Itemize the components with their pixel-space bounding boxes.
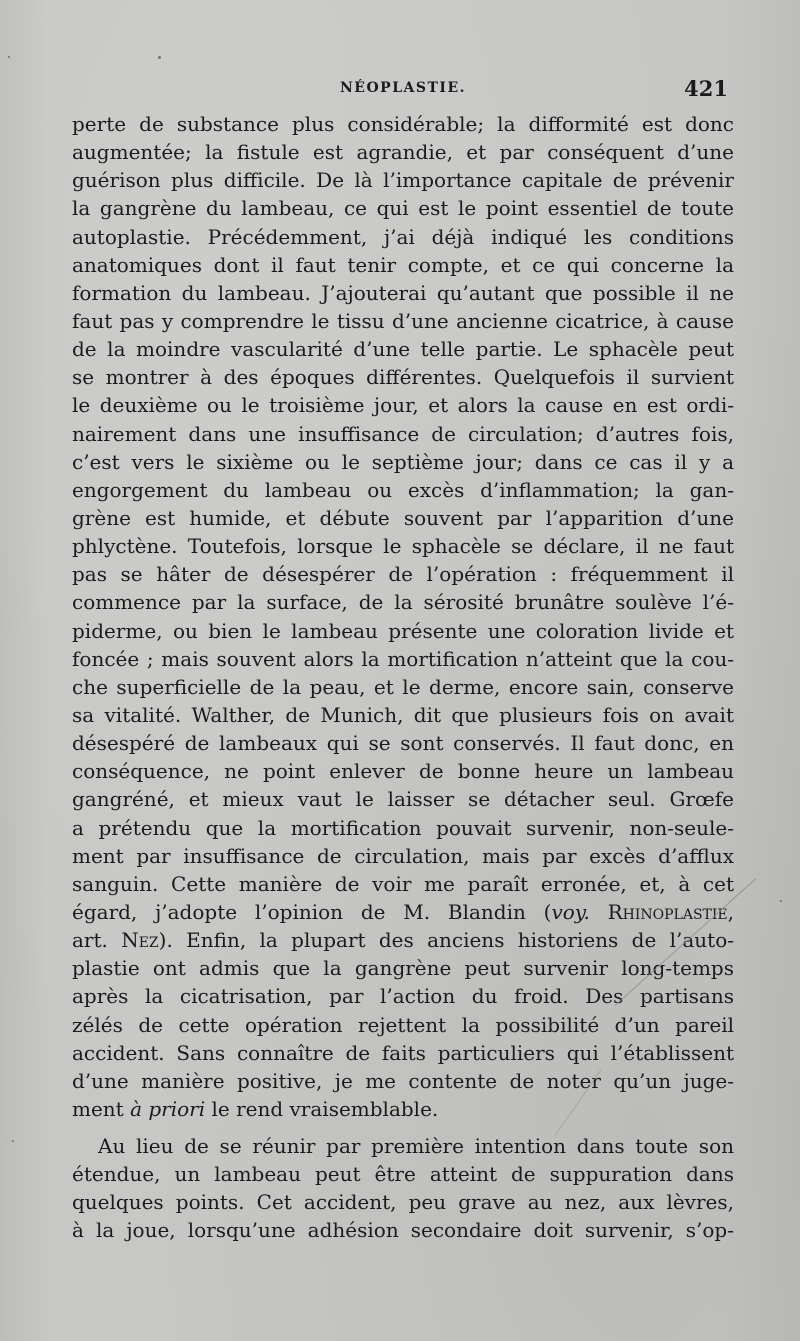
text-line: anatomiques dont il faut tenir compte, et ce qui concerne la <box>72 252 734 277</box>
text-line: sa vitalité. Walther, de Munich, dit que plusieurs fois on avait <box>72 702 734 727</box>
text-line: à la joue, lorsqu’une adhésion secondaire doit survenir, s’op- <box>72 1218 734 1243</box>
text-line: autoplastie. Précédemment, j’ai déjà indiqué les conditions <box>72 224 734 249</box>
text-line: Au lieu de se réunir par première intention dans toute son <box>98 1134 734 1159</box>
a-priori-italic: à priori <box>130 1096 206 1121</box>
text-line: sanguin. Cette manière de voir me paraît erronée, et, à cet <box>72 871 734 896</box>
scan-speck <box>780 900 782 902</box>
text-line: nairement dans une insuffisance de circulation; d’autres fois, <box>72 421 734 446</box>
text-segment: , <box>727 899 734 924</box>
text-segment: ). Enfin, la plupart des anciens historiens de l’auto- <box>158 928 734 953</box>
text-line: augmentée; la fistule est agrandie, et par conséquent d’une <box>72 140 734 165</box>
scan-speck <box>12 1140 14 1142</box>
text-line: zélés de cette opération rejettent la possibilité d’un pareil <box>72 1012 734 1037</box>
text-line: engorgement du lambeau ou excès d’inflammation; la gan- <box>72 477 734 502</box>
page-number: 421 <box>684 76 728 101</box>
text-line: se montrer à des époques différentes. Quelquefois il survient <box>72 365 734 390</box>
text-line: a prétendu que la mortification pouvait survenir, non-seule- <box>72 815 734 840</box>
text-line-reference <box>72 898 734 926</box>
text-line: ment par insuffisance de circulation, mais par excès d’afflux <box>72 843 734 868</box>
text-line: perte de substance plus considérable; la difformité est donc <box>72 112 734 136</box>
body-text <box>72 110 734 1245</box>
text-line: accident. Sans connaître de faits particuliers qui l’établissent <box>72 1040 734 1065</box>
paragraph-1 <box>72 110 734 1123</box>
text-line: étendue, un lambeau peut être atteint de suppuration dans <box>72 1162 734 1187</box>
text-line: pas se hâter de désespérer de l’opération : fréquemment il <box>72 562 734 587</box>
text-line: c’est vers le sixième ou le septième jour; dans ce cas il y a <box>72 449 734 474</box>
text-line: quelques points. Cet accident, peu grave au nez, aux lèvres, <box>72 1190 734 1215</box>
text-line: gangréné, et mieux vaut le laisser se détacher seul. Grœfe <box>72 787 734 812</box>
text-segment <box>590 900 608 924</box>
text-line: le deuxième ou le troisième jour, et alors la cause en est ordi- <box>72 393 734 418</box>
text-line: désespéré de lambeaux qui se sont conservés. Il faut donc, en <box>72 731 734 756</box>
text-line: conséquence, ne point enlever de bonne heure un lambeau <box>72 759 734 784</box>
page-header <box>72 76 732 106</box>
text-line: guérison plus difficile. De là l’importance capitale de prévenir <box>72 168 734 193</box>
text-line-nez <box>72 926 734 954</box>
text-line: foncée ; mais souvent alors la mortification n’atteint que la cou- <box>72 646 734 671</box>
text-line: plastie ont admis que la gangrène peut survenir long-temps <box>72 956 734 981</box>
text-line-last <box>72 1095 734 1123</box>
text-line: piderme, ou bien le lambeau présente une coloration livide et <box>72 618 734 643</box>
scan-speck <box>8 56 10 58</box>
text-line: d’une manière positive, je me contente de noter qu’un juge- <box>72 1068 734 1093</box>
text-line: che superficielle de la peau, et le derme, encore sain, conserve <box>72 674 734 699</box>
text-segment: ment <box>72 1096 131 1121</box>
text-segment: égard, j’adopte l’opinion de M. Blandin ( <box>72 899 552 924</box>
text-line: phlyctène. Toutefois, lorsque le sphacèle se déclare, il ne faut <box>72 534 734 559</box>
rhinoplastie-ref: Rhinoplastie <box>607 899 728 924</box>
text-line: de la moindre vascularité d’une telle partie. Le sphacèle peut <box>72 337 734 362</box>
nez-ref: Nez <box>121 928 159 953</box>
text-segment: art. <box>72 928 122 953</box>
running-head: NÉOPLASTIE. <box>340 80 467 96</box>
text-line: la gangrène du lambeau, ce qui est le point essentiel de toute <box>72 196 734 221</box>
text-segment: le rend vraisemblable. <box>205 1096 439 1121</box>
text-line: faut pas y comprendre le tissu d’une ancienne cicatrice, à cause <box>72 308 734 333</box>
scan-speck <box>158 56 161 59</box>
text-line: commence par la surface, de la sérosité brunâtre soulève l’é- <box>72 590 734 615</box>
text-line: formation du lambeau. J’ajouterai qu’autant que possible il ne <box>72 280 734 305</box>
paragraph-2 <box>72 1132 734 1245</box>
voy-abbrev: voy. <box>551 899 590 924</box>
text-line: après la cicatrisation, par l’action du froid. Des partisans <box>72 984 734 1009</box>
paragraph-gap <box>72 1123 734 1132</box>
text-line: grène est humide, et débute souvent par l’apparition d’une <box>72 505 734 530</box>
